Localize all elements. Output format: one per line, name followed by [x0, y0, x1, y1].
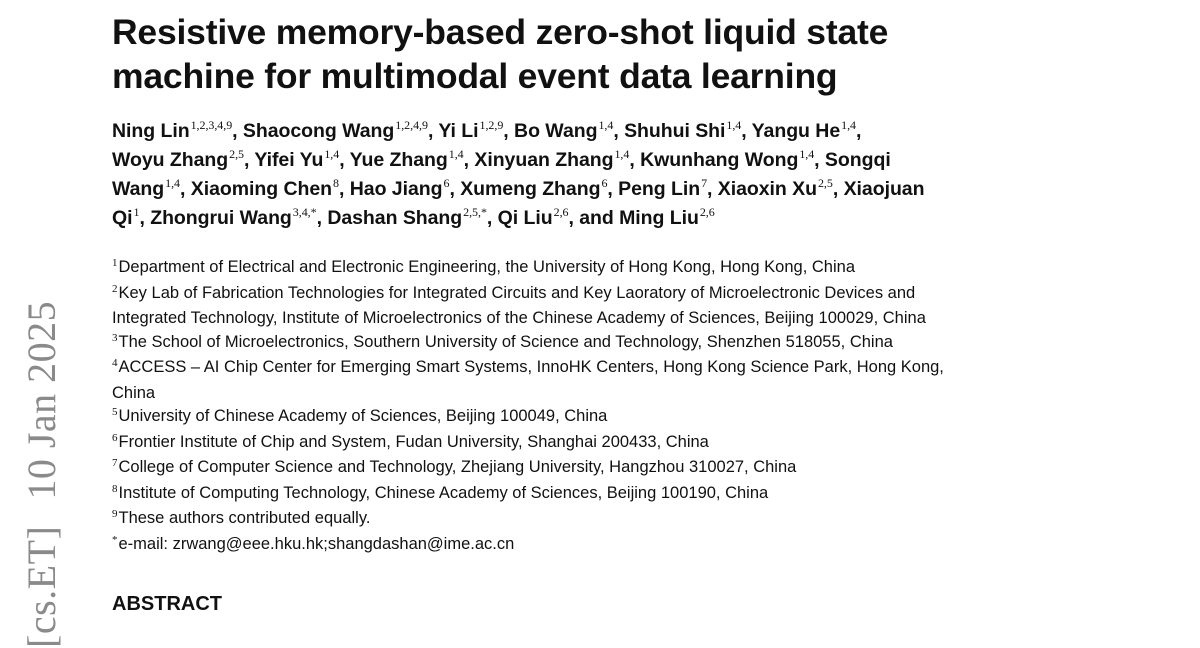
affiliation-text: These authors contributed equally. — [118, 509, 371, 527]
author-affiliation-marks: 1,2,4,9 — [395, 118, 428, 132]
author-affiliation-marks: 8 — [333, 176, 339, 190]
affiliation-mark: 9 — [112, 508, 118, 520]
affiliation-text: China — [112, 383, 156, 402]
author-separator: , and — [568, 207, 620, 229]
paper-title — [112, 10, 1112, 98]
author-name: Hao Jiang — [349, 178, 443, 200]
affiliation-text: College of Computer Science and Technology, Zhejiang University, Hangzhou 310027, China — [118, 458, 797, 476]
author-affiliation-marks: 1,4 — [165, 176, 181, 190]
author-name: Zhongrui Wang — [150, 207, 292, 229]
affiliation-text: The School of Microelectronics, Southern University of Science and Technology, Shenzhen 518055, China — [118, 332, 893, 351]
author-affiliation-marks: 2,6 — [699, 205, 715, 219]
author-affiliation-marks: 2,5 — [229, 147, 244, 161]
affiliation-text: Key Lab of Fabrication Technologies for Integrated Circuits and Key Laoratory of Microelectronic Devices and — [118, 283, 916, 302]
author-list — [112, 118, 1112, 234]
author-affiliation-marks: 6 — [443, 176, 450, 190]
author-separator: , — [741, 120, 752, 142]
author-affiliation-marks: 1,4 — [614, 147, 630, 161]
arxiv-side-stamp — [18, 301, 66, 648]
affiliation-mark: 7 — [112, 457, 118, 469]
author-affiliation-marks: 2,5 — [817, 176, 833, 190]
affiliation-text: e-mail: zrwang@eee.hku.hk;shangdashan@ime.ac.cn — [118, 534, 515, 553]
author-affiliation-marks: 1,2,3,4,9 — [190, 118, 233, 132]
author-affiliation-marks: 2,6 — [553, 205, 569, 219]
author-name: Yangu He — [751, 120, 841, 142]
author-name: Woyu Zhang — [112, 149, 229, 171]
affiliation-item — [112, 356, 1112, 382]
author-affiliation-marks: 1,4 — [841, 118, 856, 132]
author-name: Ming Liu — [619, 207, 699, 229]
affiliation-mark: 2 — [112, 282, 118, 295]
author-name: Xinyuan Zhang — [474, 149, 614, 171]
author-name: Shuhui Shi — [624, 120, 726, 142]
author-separator: , — [503, 120, 515, 142]
title-line: machine for multimodal event data learning — [112, 56, 838, 96]
author-name: Bo Wang — [514, 120, 598, 142]
author-affiliation-marks: 6 — [601, 176, 608, 190]
arxiv-category: [cs.ET] — [19, 525, 64, 648]
affiliation-item — [112, 331, 1112, 357]
author-separator: , — [232, 120, 243, 142]
author-affiliation-marks: 1,4 — [598, 118, 614, 132]
affiliation-list — [112, 256, 1112, 558]
author-separator: , — [139, 207, 151, 229]
author-name: Yifei Yu — [254, 149, 324, 171]
affiliation-mark: 6 — [112, 431, 118, 444]
author-name: Songqi — [824, 149, 891, 171]
abstract-heading: ABSTRACT — [112, 593, 222, 615]
author-separator: , — [339, 149, 350, 171]
affiliation-item — [112, 282, 1112, 308]
author-affiliation-marks: 1,4 — [799, 147, 815, 161]
affiliation-mark: 5 — [112, 406, 118, 418]
author-name: Wang — [112, 178, 165, 200]
affiliation-item — [112, 533, 1112, 559]
author-line — [112, 176, 1112, 205]
author-name: Xumeng Zhang — [460, 178, 601, 200]
author-affiliation-marks: 1,4 — [324, 147, 340, 161]
author-affiliation-marks: 1,4 — [726, 118, 742, 132]
affiliation-text: Department of Electrical and Electronic Engineering, the University of Hong Kong, Hong Kong, China — [118, 258, 855, 276]
affiliation-text: University of Chinese Academy of Sciences, Beijing 100049, China — [118, 407, 608, 425]
author-separator: , — [629, 149, 641, 171]
author-name: Yi Li — [438, 120, 479, 142]
author-name: Qi — [112, 207, 133, 229]
affiliation-text: ACCESS – AI Chip Center for Emerging Smart Systems, InnoHK Centers, Hong Kong Science Park, Hong Kong, — [118, 358, 944, 376]
author-name: Xiaoxin Xu — [717, 178, 817, 200]
author-separator: , — [316, 207, 328, 229]
author-name: Xiaojuan — [843, 178, 925, 200]
title-line: Resistive memory-based zero-shot liquid state — [112, 12, 889, 52]
author-line — [112, 147, 1112, 176]
author-affiliation-marks: 3,4,* — [292, 205, 317, 219]
author-separator: , — [427, 120, 439, 142]
paper-first-page — [112, 10, 1112, 616]
author-name: Dashan Shang — [327, 207, 463, 229]
author-line — [112, 118, 1112, 147]
author-name: Kwunhang Wong — [640, 149, 799, 171]
author-separator: , — [486, 207, 498, 229]
affiliation-text: Frontier Institute of Chip and System, Fudan University, Shanghai 200433, China — [118, 432, 709, 451]
author-separator: , — [855, 120, 862, 142]
author-separator: , — [449, 178, 461, 200]
author-separator: , — [832, 178, 844, 200]
affiliation-text: Institute of Computing Technology, Chinese Academy of Sciences, Beijing 100190, China — [118, 483, 769, 502]
author-affiliation-marks: 2,5,* — [463, 205, 487, 219]
affiliation-item — [112, 307, 1112, 331]
author-name: Shaocong Wang — [242, 120, 395, 142]
author-line — [112, 205, 1112, 234]
affiliation-item — [112, 456, 1112, 482]
author-separator: , — [707, 178, 718, 200]
affiliation-mark: 3 — [112, 331, 118, 344]
affiliation-item — [112, 382, 1112, 406]
affiliation-item — [112, 405, 1112, 431]
author-name: Yue Zhang — [349, 149, 448, 171]
affiliation-item — [112, 482, 1112, 508]
author-name: Xiaoming Chen — [190, 178, 333, 200]
affiliation-item — [112, 431, 1112, 457]
affiliation-item — [112, 256, 1112, 282]
affiliation-mark: * — [112, 533, 118, 546]
author-affiliation-marks: 1,4 — [448, 147, 464, 161]
author-separator: , — [463, 149, 475, 171]
author-name: Ning Lin — [112, 120, 190, 142]
author-separator: , — [607, 178, 619, 200]
affiliation-mark: 1 — [112, 257, 118, 269]
author-separator: , — [339, 178, 350, 200]
affiliation-text: Integrated Technology, Institute of Microelectronics of the Chinese Academy of Sciences, Beijing 100029, China — [112, 309, 926, 327]
affiliation-item — [112, 507, 1112, 533]
affiliation-mark: 8 — [112, 482, 118, 495]
author-separator: , — [244, 149, 255, 171]
author-separator: , — [613, 120, 625, 142]
author-affiliation-marks: 1 — [133, 205, 140, 219]
author-affiliation-marks: 7 — [701, 176, 708, 190]
affiliation-mark: 4 — [112, 357, 118, 369]
author-separator: , — [180, 178, 191, 200]
author-affiliation-marks: 1,2,9 — [479, 118, 504, 132]
author-separator: , — [814, 149, 825, 171]
arxiv-date: 10 Jan 2025 — [19, 300, 64, 500]
author-name: Peng Lin — [618, 178, 701, 200]
author-name: Qi Liu — [497, 207, 553, 229]
